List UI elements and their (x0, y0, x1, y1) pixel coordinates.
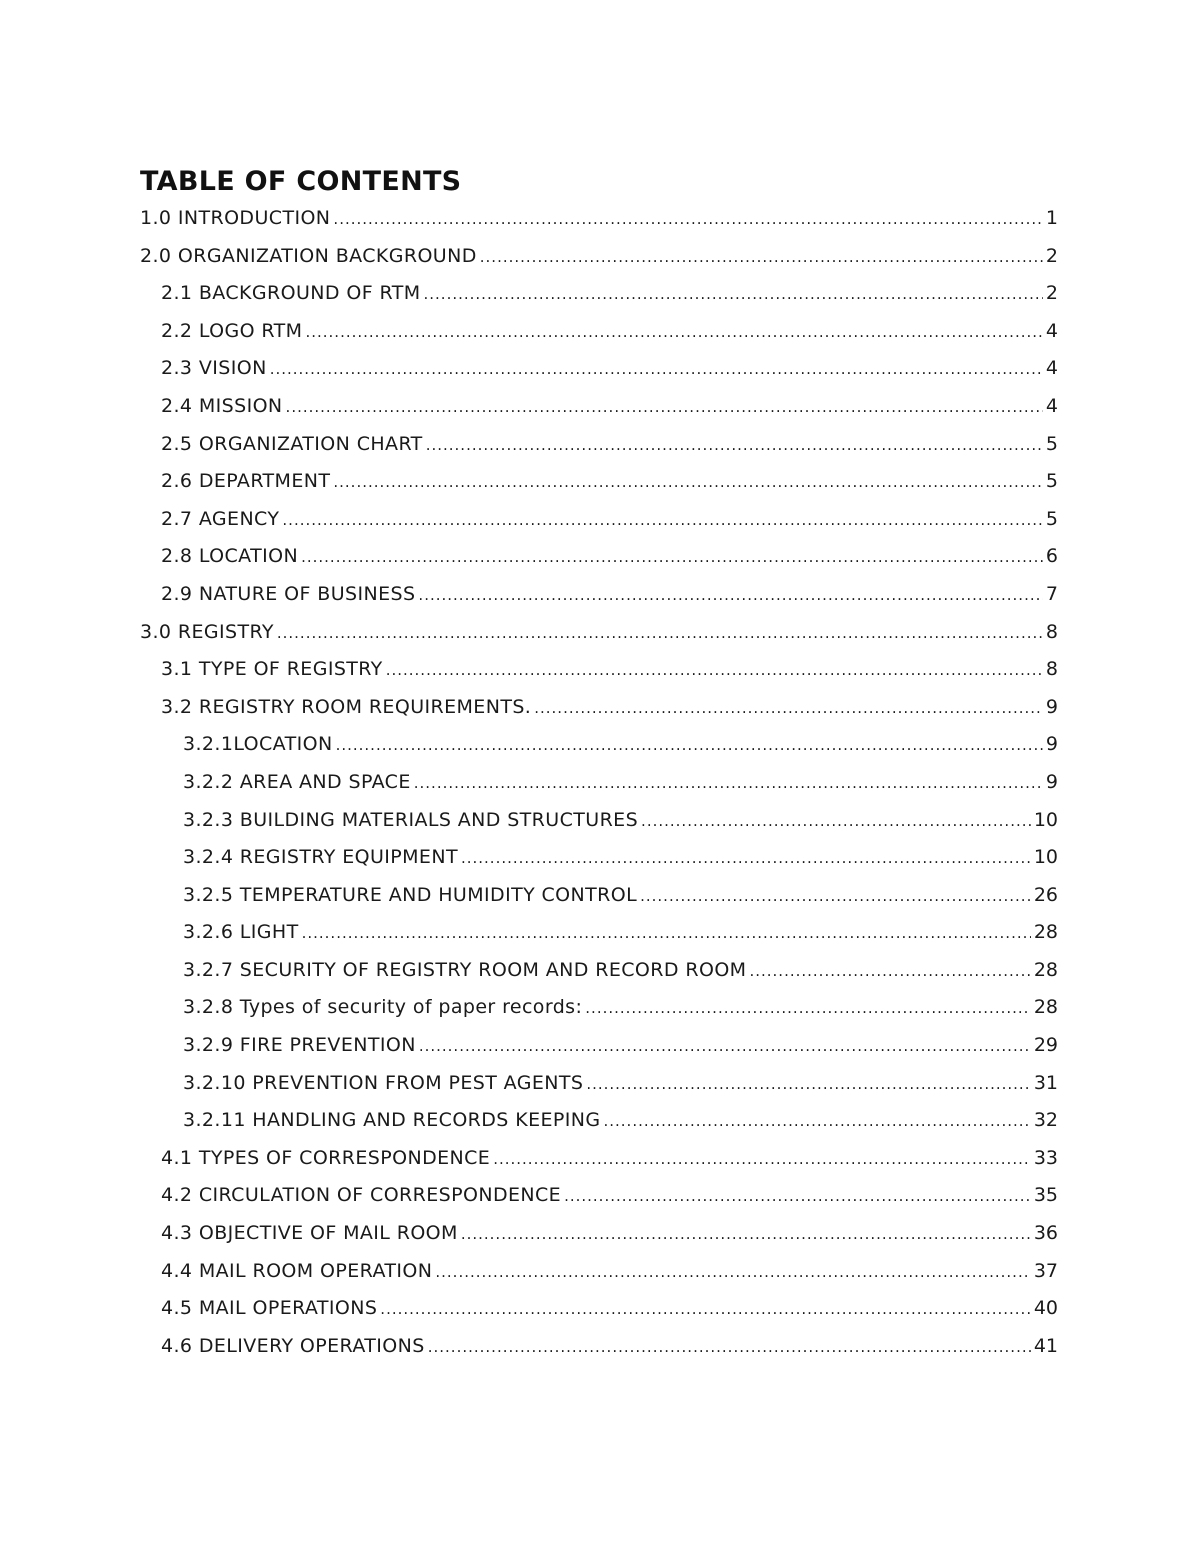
dot-leader (603, 1103, 1030, 1141)
dot-leader (461, 1216, 1031, 1254)
toc-entry[interactable] (140, 1027, 1058, 1065)
toc-page-number: 37 (1033, 1259, 1058, 1282)
toc-page-number: 6 (1045, 545, 1058, 568)
toc-page-number: 28 (1033, 921, 1058, 944)
toc-page-number: 4 (1045, 357, 1058, 380)
dot-leader (286, 389, 1043, 427)
dot-leader (414, 765, 1043, 803)
dot-leader (586, 1066, 1030, 1104)
toc-entry[interactable] (140, 538, 1058, 576)
dot-leader (277, 615, 1043, 653)
toc-entry-label: 3.1 TYPE OF REGISTRY (161, 658, 383, 681)
toc-page-number: 4 (1045, 394, 1058, 417)
toc-entry[interactable] (140, 764, 1058, 802)
toc-entry[interactable] (140, 726, 1058, 764)
toc-entry-label: 4.3 OBJECTIVE OF MAIL ROOM (161, 1222, 458, 1245)
toc-entry-label: 4.5 MAIL OPERATIONS (161, 1297, 378, 1320)
toc-entry[interactable] (140, 313, 1058, 351)
toc-entry-label: 3.2 REGISTRY ROOM REQUIREMENTS. (161, 695, 532, 718)
toc-entry[interactable] (140, 1140, 1058, 1178)
dot-leader (302, 915, 1031, 953)
toc-page-number: 28 (1033, 958, 1058, 981)
dot-leader (640, 878, 1031, 916)
dot-leader (480, 239, 1043, 277)
toc-page-number: 40 (1033, 1297, 1058, 1320)
toc-entry-label: 3.2.5 TEMPERATURE AND HUMIDITY CONTROL (183, 883, 638, 906)
toc-entry[interactable] (140, 1253, 1058, 1291)
toc-list (140, 200, 1058, 1365)
dot-leader (419, 1028, 1031, 1066)
dot-leader (564, 1178, 1031, 1216)
toc-entry-label: 3.2.7 SECURITY OF REGISTRY ROOM AND RECORD ROOM (183, 958, 747, 981)
toc-entry[interactable] (140, 426, 1058, 464)
toc-page-number: 33 (1033, 1146, 1058, 1169)
dot-leader (386, 652, 1043, 690)
toc-page-number: 5 (1045, 507, 1058, 530)
toc-entry[interactable] (140, 576, 1058, 614)
dot-leader (418, 577, 1042, 615)
toc-page-number: 28 (1033, 996, 1058, 1019)
toc-page-number: 31 (1033, 1071, 1058, 1094)
toc-entry-label: 4.4 MAIL ROOM OPERATION (161, 1259, 433, 1282)
toc-entry-label: 2.4 MISSION (161, 394, 283, 417)
toc-page-number: 5 (1045, 470, 1058, 493)
toc-entry[interactable] (140, 802, 1058, 840)
toc-page-number: 1 (1045, 207, 1058, 229)
toc-page-number: 32 (1033, 1109, 1058, 1132)
dot-leader (426, 427, 1043, 465)
toc-entry-label: 4.2 CIRCULATION OF CORRESPONDENCE (161, 1184, 562, 1207)
toc-page-number: 5 (1045, 432, 1058, 455)
toc-page-number: 9 (1045, 770, 1058, 793)
toc-page-number: 41 (1033, 1334, 1058, 1357)
dot-leader (428, 1329, 1031, 1367)
toc-page-number: 8 (1045, 658, 1058, 681)
toc-entry-label: 3.2.1LOCATION (183, 733, 333, 756)
toc-entry[interactable] (140, 877, 1058, 915)
toc-page-number: 26 (1033, 883, 1058, 906)
toc-page-number: 7 (1045, 582, 1058, 605)
toc-entry[interactable] (140, 501, 1058, 539)
toc-entry[interactable] (140, 839, 1058, 877)
toc-entry-label: 2.6 DEPARTMENT (161, 470, 331, 493)
toc-entry[interactable] (140, 1290, 1058, 1328)
toc-entry-label: 2.8 LOCATION (161, 545, 299, 568)
toc-entry-label: 2.0 ORGANIZATION BACKGROUND (140, 244, 477, 267)
toc-entry[interactable] (140, 952, 1058, 990)
toc-entry-label: 2.7 AGENCY (161, 507, 280, 530)
toc-entry-label: 4.6 DELIVERY OPERATIONS (161, 1334, 425, 1357)
toc-page-number: 9 (1045, 733, 1058, 756)
toc-entry[interactable] (140, 914, 1058, 952)
toc-entry-label: 1.0 INTRODUCTION (140, 207, 331, 229)
toc-entry[interactable] (140, 1102, 1058, 1140)
dot-leader (749, 953, 1030, 991)
toc-entry-label: 2.3 VISION (161, 357, 267, 380)
dot-leader (493, 1141, 1031, 1179)
dot-leader (461, 840, 1031, 878)
toc-page-number: 35 (1033, 1184, 1058, 1207)
toc-page-number: 4 (1045, 319, 1058, 342)
dot-leader (333, 464, 1043, 502)
toc-page-number: 10 (1033, 808, 1058, 831)
toc-page-number: 36 (1033, 1222, 1058, 1245)
toc-entry-label: 3.2.9 FIRE PREVENTION (183, 1034, 416, 1057)
toc-entry-label: 3.2.2 AREA AND SPACE (183, 770, 411, 793)
dot-leader (336, 727, 1043, 765)
toc-page-number: 2 (1045, 282, 1058, 305)
dot-leader (585, 990, 1031, 1028)
page-title: TABLE OF CONTENTS (140, 166, 462, 197)
toc-entry-label: 3.2.11 HANDLING AND RECORDS KEEPING (183, 1109, 601, 1132)
toc-entry[interactable] (140, 238, 1058, 276)
toc-page-number: 8 (1045, 620, 1058, 643)
toc-entry[interactable] (140, 651, 1058, 689)
toc-entry[interactable] (140, 388, 1058, 426)
toc-entry-label: 2.5 ORGANIZATION CHART (161, 432, 423, 455)
toc-entry[interactable] (140, 689, 1058, 727)
dot-leader (301, 539, 1043, 577)
dot-leader (380, 1291, 1031, 1329)
toc-entry[interactable] (140, 463, 1058, 501)
toc-page-number: 9 (1045, 695, 1058, 718)
dot-leader (282, 502, 1043, 540)
dot-leader (333, 201, 1042, 239)
dot-leader (424, 276, 1043, 314)
dot-leader (641, 803, 1031, 841)
toc-entry[interactable] (140, 275, 1058, 313)
dot-leader (270, 351, 1043, 389)
toc-page-number: 2 (1045, 244, 1058, 267)
toc-entry-label: 3.2.4 REGISTRY EQUIPMENT (183, 846, 458, 869)
toc-entry-label: 3.0 REGISTRY (140, 620, 274, 643)
dot-leader (435, 1254, 1030, 1292)
toc-entry-label: 3.2.3 BUILDING MATERIALS AND STRUCTURES (183, 808, 639, 831)
toc-entry[interactable] (140, 1215, 1058, 1253)
toc-entry[interactable] (140, 614, 1058, 652)
toc-page-number: 29 (1033, 1034, 1058, 1057)
toc-entry-label: 4.1 TYPES OF CORRESPONDENCE (161, 1146, 491, 1169)
toc-entry-label: 2.9 NATURE OF BUSINESS (161, 582, 416, 605)
toc-entry[interactable] (140, 1328, 1058, 1366)
toc-entry-label: 3.2.6 LIGHT (183, 921, 299, 944)
toc-page-number: 10 (1033, 846, 1058, 869)
dot-leader (305, 314, 1042, 352)
toc-entry[interactable] (140, 200, 1058, 238)
toc-entry-label: 2.2 LOGO RTM (161, 319, 303, 342)
dot-leader (534, 690, 1043, 728)
toc-entry-label: 2.1 BACKGROUND OF RTM (161, 282, 421, 305)
toc-entry[interactable] (140, 1177, 1058, 1215)
toc-entry[interactable] (140, 350, 1058, 388)
toc-entry-label: 3.2.8 Types of security of paper records: (183, 996, 583, 1019)
toc-entry[interactable] (140, 1065, 1058, 1103)
toc-entry-label: 3.2.10 PREVENTION FROM PEST AGENTS (183, 1071, 584, 1094)
toc-entry[interactable] (140, 989, 1058, 1027)
